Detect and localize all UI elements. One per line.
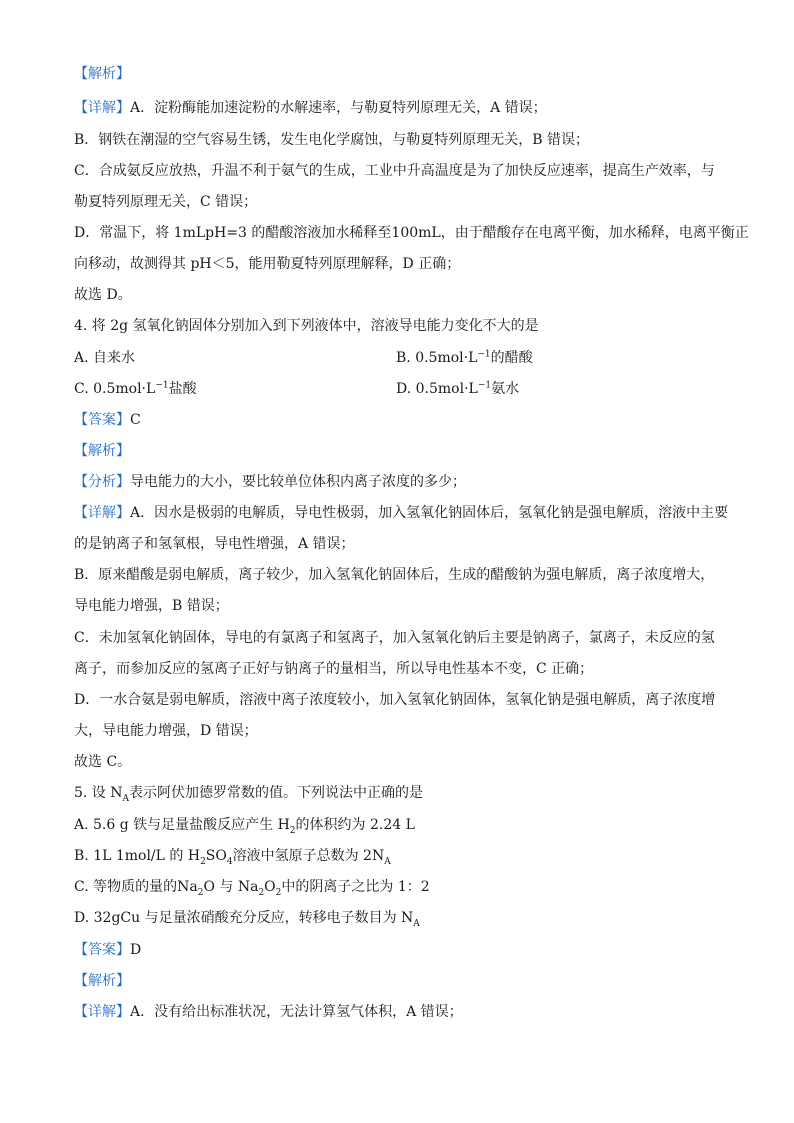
answer-tag: 【答案】 [74,942,130,958]
option-text: B. 0.5mol·L [396,350,478,366]
explanation-line: B．钢铁在潮湿的空气容易生锈，发生电化学腐蚀，与勒夏特列原理无关，B 错误； [74,132,590,148]
explanation-line [74,98,547,118]
superscript: −1 [477,380,492,391]
subscript: 2 [200,856,206,867]
option-text: O 与 Na [203,879,259,895]
option-text: SO [205,848,227,864]
explanation-line [74,1002,463,1022]
answer-value: C [130,412,141,428]
option-text: D. 32gCu 与足量浓硝酸充分反应，转移电子数目为 N [74,910,414,926]
option-text: O [264,879,276,895]
analysis-heading: 【解析】 [74,973,130,989]
option-text: 盐酸 [168,381,197,397]
explanation-line: 勒夏特列原理无关，C 错误； [74,194,258,210]
stem-text: 5. 设 N [74,785,123,801]
explanation-line: 向移动，故测得其 pH＜5，能用勒夏特列原理解释，D 正确； [74,256,461,272]
answer-tag: 【答案】 [74,412,130,428]
q4-option-a: A. 自来水 [74,350,136,366]
fenxi-text: 导电能力的大小，要比较单位体积内离子浓度的多少； [130,474,466,490]
explanation-line: 的是钠离子和氢氧根，导电性增强，A 错误； [74,536,355,552]
detail-tag: 【详解】 [74,505,130,521]
explanation-line: 大，导电能力增强，D 错误； [74,723,258,739]
option-text: B. 1L 1mol/L 的 H [74,848,201,864]
explanation-line: C．合成氨反应放热，升温不利于氨气的生成，工业中升高温度是为了加快反应速率，提高生产效率，与 [74,163,715,179]
option-text: 的醋酸 [490,350,533,366]
option-text: A. 5.6 g 铁与足量盐酸反应产生 H [74,817,290,833]
q5-option-b [74,846,391,866]
explanation-line: D．一水合氨是弱电解质，溶液中离子浓度较小，加入氢氧化钠固体，氢氧化钠是强电解质，离子浓度增 [74,692,716,708]
fenxi-tag: 【分析】 [74,474,130,490]
question-5-stem [74,783,423,803]
stem-text: 表示阿伏加德罗常数的值。下列说法中正确的是 [129,785,424,801]
option-text: 氨水 [491,381,520,397]
q4-fenxi [74,472,466,492]
explanation-text: A．因水是极弱的电解质，导电性极弱，加入氢氧化钠固体后，氢氧化钠是强电解质，溶液中主要 [130,505,729,521]
option-text: 溶液中氢原子总数为 2N [232,848,385,864]
explanation-line: 导电能力增强，B 错误； [74,598,229,614]
q5-answer [74,940,141,960]
subscript: A [384,856,391,867]
answer-value: D [130,942,142,958]
subscript: 2 [197,887,204,898]
subscript: 2 [289,825,296,836]
subscript: A [413,918,420,929]
option-text: 中的阴离子之比为 1：2 [281,879,430,895]
explanation-text: A．淀粉酶能加速淀粉的水解速率，与勒夏特列原理无关，A 错误； [130,100,547,116]
q5-option-c [74,877,430,897]
question-4-stem: 4. 将 2g 氢氧化钠固体分别加入到下列液体中，溶液导电能力变化不大的是 [74,318,539,334]
analysis-heading: 【解析】 [74,443,130,459]
q4-option-d [396,379,519,399]
option-text: D. 0.5mol·L [396,381,478,397]
option-text: 的体积约为 2.24 L [295,817,415,833]
detail-tag: 【详解】 [74,100,130,116]
conclusion: 故选 D。 [74,287,132,303]
analysis-heading: 【解析】 [74,66,130,82]
superscript: −1 [155,380,169,391]
subscript: 2 [275,887,282,898]
subscript: A [122,793,130,804]
detail-tag: 【详解】 [74,1004,130,1020]
superscript: −1 [477,349,491,360]
explanation-text: A．没有给出标准状况，无法计算氢气体积，A 错误； [130,1004,463,1020]
explanation-line: D．常温下，将 1mLpH=3 的醋酸溶液加水稀释至100mL，由于醋酸存在电离平衡，加水稀释，电离平衡正 [74,225,749,241]
q5-option-d [74,908,420,928]
q4-option-b [396,348,533,368]
explanation-line: 离子，而参加反应的氢离子正好与钠离子的量相当，所以导电性基本不变，C 正确； [74,661,594,677]
explanation-line [74,503,728,523]
q4-answer [74,410,141,430]
subscript: 4 [226,856,233,867]
conclusion: 故选 C。 [74,754,132,770]
subscript: 2 [258,887,265,898]
option-text: C. 0.5mol·L [74,381,156,397]
explanation-line: C．未加氢氧化钠固体，导电的有氯离子和氢离子，加入氢氧化钠后主要是钠离子，氯离子，未反应的氢 [74,630,715,646]
q5-option-a [74,815,415,835]
option-text: C. 等物质的量的Na [74,879,198,895]
explanation-line: B．原来醋酸是弱电解质，离子较少，加入氢氧化钠固体后，生成的醋酸钠为强电解质，离子浓度增大， [74,567,715,583]
q4-option-c [74,379,197,399]
